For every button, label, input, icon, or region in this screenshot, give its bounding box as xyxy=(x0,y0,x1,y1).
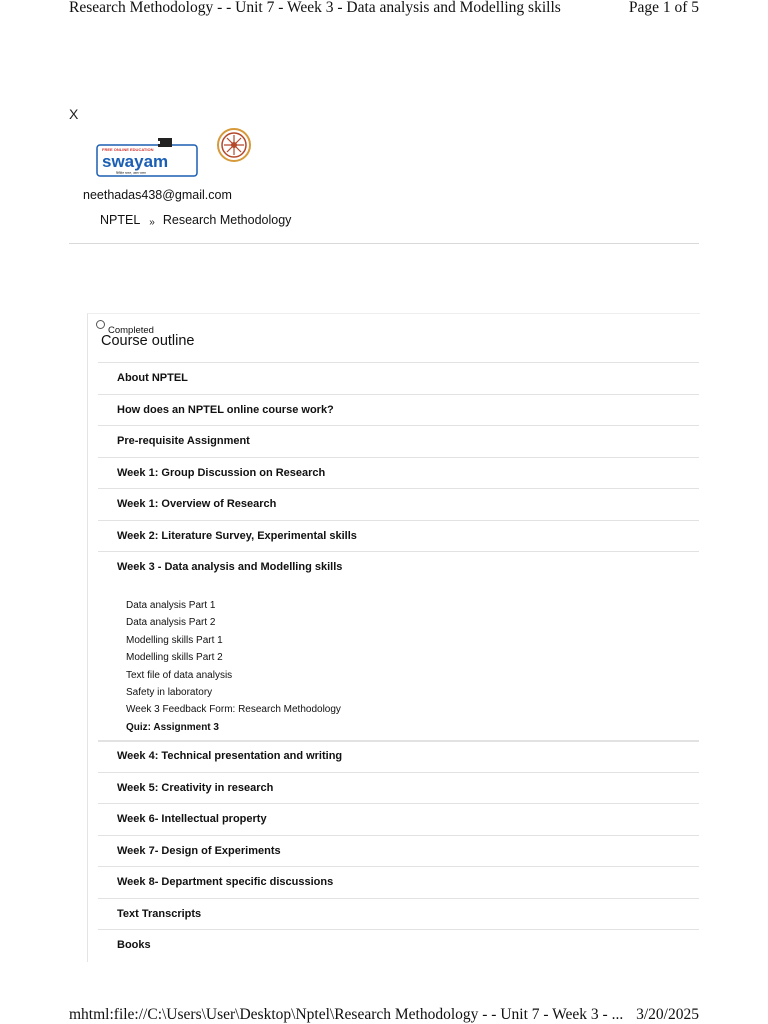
unit-modelling-skills-part1[interactable]: Modelling skills Part 1 xyxy=(126,634,223,646)
print-footer-url: mhtml:file://C:\Users\User\Desktop\Nptel\Research Methodology - - Unit 7 - Week 3 - ... xyxy=(69,1006,624,1023)
unit-week3-feedback-form[interactable]: Week 3 Feedback Form: Research Methodology xyxy=(126,704,341,716)
course-outline-list xyxy=(98,362,699,961)
breadcrumb-nptel[interactable]: NPTEL xyxy=(100,213,141,227)
course-outline-title: Course outline xyxy=(101,333,195,349)
unit-safety-in-laboratory[interactable]: Safety in laboratory xyxy=(126,686,213,698)
outline-item-week6[interactable]: Week 6- Intellectual property xyxy=(98,803,699,835)
close-icon[interactable]: X xyxy=(69,106,79,122)
unit-quiz-assignment3[interactable]: Quiz: Assignment 3 xyxy=(126,721,219,733)
breadcrumb-separator: » xyxy=(149,217,155,228)
breadcrumb xyxy=(100,213,291,227)
outline-item-books[interactable]: Books xyxy=(98,929,699,961)
outline-item-week3[interactable]: Week 3 - Data analysis and Modelling skills xyxy=(98,551,699,597)
swayam-subtitle: शिक्षित भारत, उन्नत भारत xyxy=(116,171,146,175)
nptel-logo[interactable] xyxy=(216,127,252,163)
print-page-number: Page 1 of 5 xyxy=(628,0,699,16)
outline-item-text-transcripts[interactable]: Text Transcripts xyxy=(98,898,699,930)
outline-item-week4[interactable]: Week 4: Technical presentation and writing xyxy=(98,740,699,772)
print-header xyxy=(69,0,699,18)
swayam-tagline: FREE ONLINE EDUCATION xyxy=(102,147,154,152)
unit-data-analysis-part2[interactable]: Data analysis Part 2 xyxy=(126,617,216,629)
outline-item-about-nptel[interactable]: About NPTEL xyxy=(98,362,699,394)
header-divider xyxy=(69,243,699,244)
completion-legend xyxy=(96,320,154,336)
swayam-wordmark: swayam xyxy=(102,152,169,171)
unit-data-analysis-part1[interactable]: Data analysis Part 1 xyxy=(126,600,216,611)
print-footer-date: 3/20/2025 xyxy=(636,1006,699,1023)
outline-item-week7[interactable]: Week 7- Design of Experiments xyxy=(98,835,699,867)
outline-item-week8[interactable]: Week 8- Department specific discussions xyxy=(98,866,699,898)
completed-radio-icon xyxy=(96,320,105,329)
outline-item-week1-overview[interactable]: Week 1: Overview of Research xyxy=(98,488,699,520)
swayam-logo[interactable] xyxy=(96,136,198,178)
breadcrumb-course[interactable]: Research Methodology xyxy=(162,213,292,227)
outline-item-week5[interactable]: Week 5: Creativity in research xyxy=(98,772,699,804)
outline-item-week2[interactable]: Week 2: Literature Survey, Experimental skills xyxy=(98,520,699,552)
unit-text-file-data-analysis[interactable]: Text file of data analysis xyxy=(126,669,233,681)
print-footer xyxy=(69,1006,699,1024)
legend-label: Completed xyxy=(108,325,154,336)
outline-item-week1-group-discussion[interactable]: Week 1: Group Discussion on Research xyxy=(98,457,699,489)
outline-item-how-course-works[interactable]: How does an NPTEL online course work? xyxy=(98,394,699,426)
outline-item-prerequisite-assignment[interactable]: Pre-requisite Assignment xyxy=(98,425,699,457)
week3-unit-list xyxy=(98,597,699,740)
user-email[interactable]: neethadas438@gmail.com xyxy=(83,188,232,202)
unit-modelling-skills-part2[interactable]: Modelling skills Part 2 xyxy=(126,652,223,664)
print-header-title: Research Methodology - - Unit 7 - Week 3 - Data analysis and Modelling skills xyxy=(69,0,561,16)
